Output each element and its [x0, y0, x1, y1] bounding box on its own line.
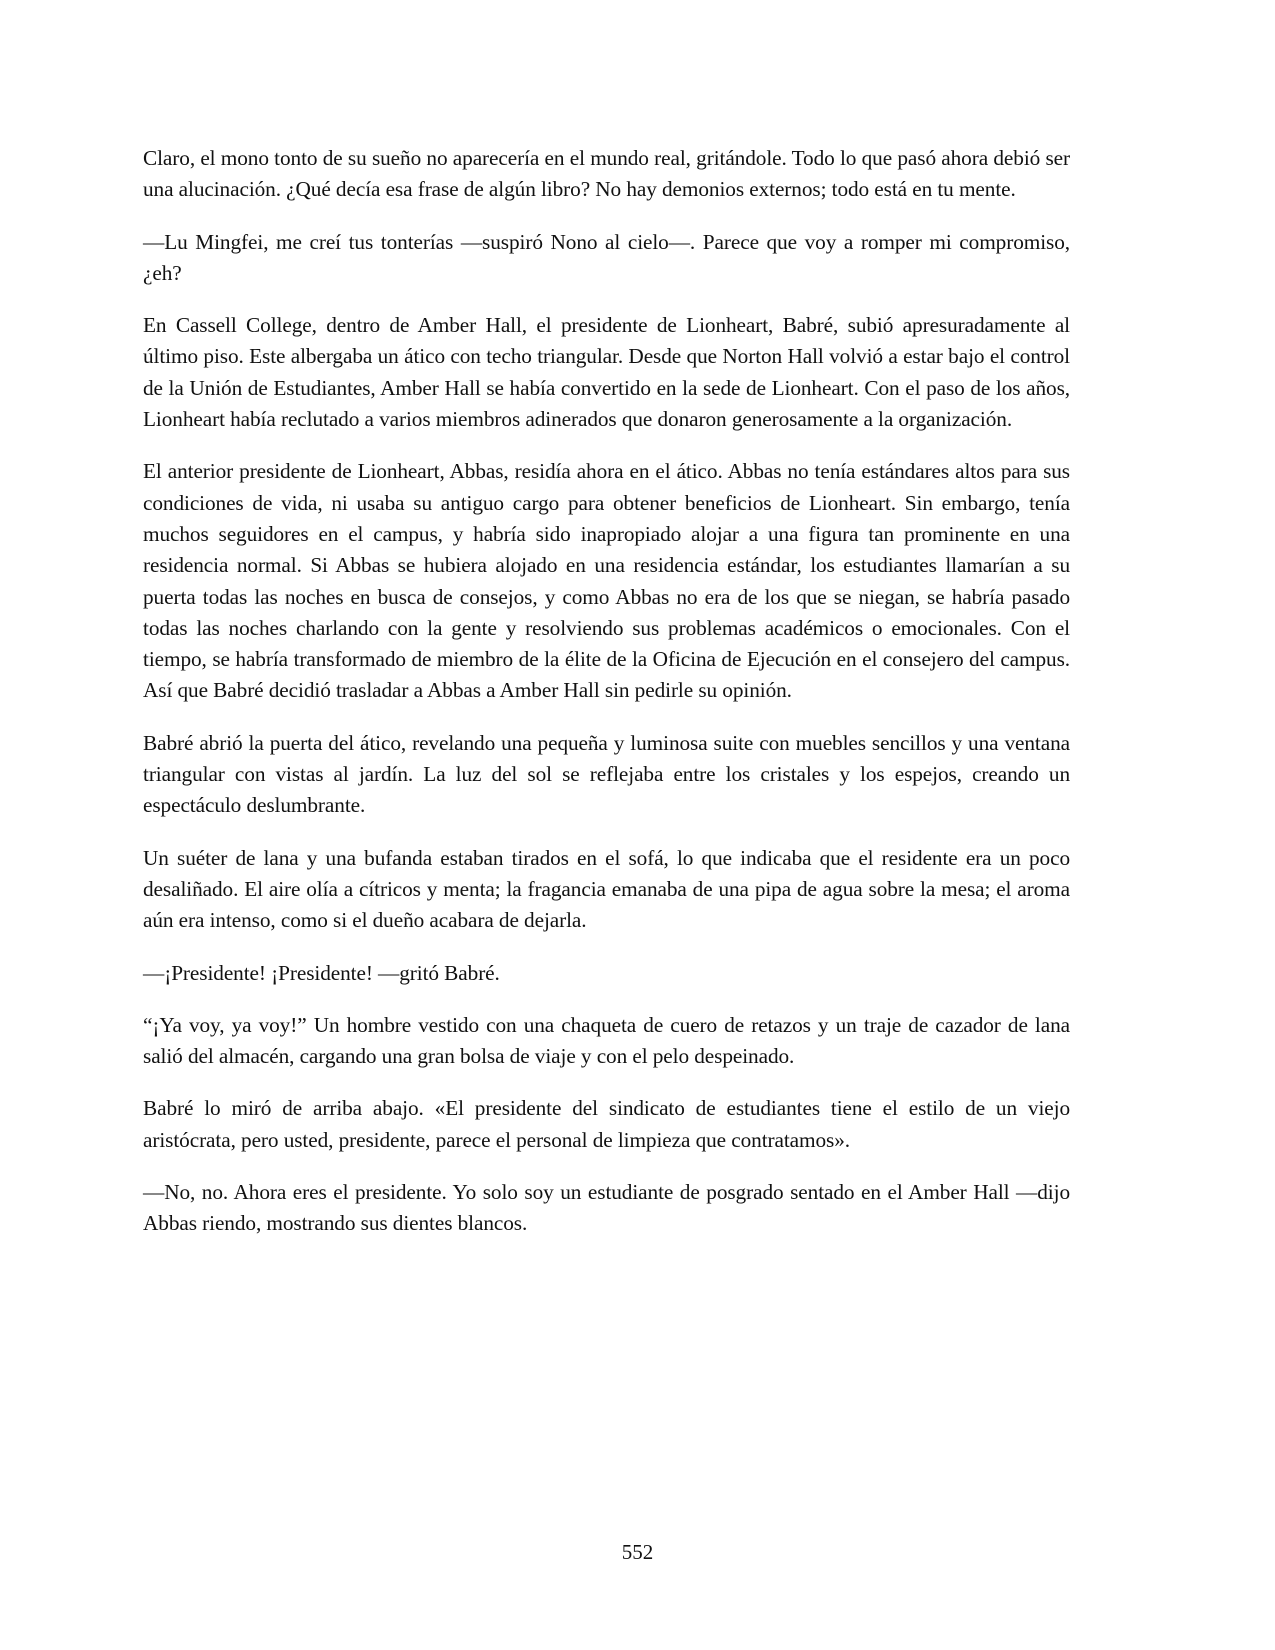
- paragraph: “¡Ya voy, ya voy!” Un hombre vestido con una chaqueta de cuero de retazos y un traje de cazador de lana salió del almacén, cargando una gran bolsa de viaje y con el pelo despeinado.: [143, 1012, 1070, 1069]
- paragraph: —¡Presidente! ¡Presidente! —gritó Babré.: [143, 960, 500, 985]
- paragraph: En Cassell College, dentro de Amber Hall, el presidente de Lionheart, Babré, subió apresuradamente al último piso. Este albergaba un ático con techo triangular. Desde que Norton Hall volvió a estar bajo el control de la Unión de Estudiantes, Amber Hall se había convertido en la sede de Lionheart. Con el paso de los años, Lionheart había reclutado a varios miembros adinerados que donaron generosamente a la organización.: [143, 313, 1070, 432]
- page-number: 552: [621, 1540, 654, 1564]
- page-body: [143, 143, 1070, 1261]
- paragraph: Babré lo miró de arriba abajo. «El presidente del sindicato de estudiantes tiene el estilo de un viejo aristócrata, pero usted, presidente, parece el personal de limpieza que contratamos».: [143, 1096, 1070, 1152]
- paragraph: Un suéter de lana y una bufanda estaban tirados en el sofá, lo que indicaba que el residente era un poco desaliñado. El aire olía a cítricos y menta; la fragancia emanaba de una pipa de agua sobre la mesa; el aroma aún era intenso, como si el dueño acabara de dejarla.: [143, 845, 1070, 933]
- paragraph: El anterior presidente de Lionheart, Abbas, residía ahora en el ático. Abbas no tenía estándares altos para sus condiciones de vida, ni usaba su antiguo cargo para obtener beneficios de Lionheart. Sin embargo, tenía muchos seguidores en el campus, y habría sido inapropiado alojar a una figura tan prominente en una residencia normal. Si Abbas se hubiera alojado en una residencia estándar, los estudiantes llamarían a su puerta todas las noches en busca de consejos, y como Abbas no era de los que se niegan, se habría pasado todas las noches charlando con la gente y resolviendo sus problemas académicos o emocionales. Con el tiempo, se habría transformado de miembro de la élite de la Oficina de Ejecución en el consejero del campus. Así que Babré decidió trasladar a Abbas a Amber Hall sin pedirle su opinión.: [143, 459, 1070, 703]
- paragraph: Babré abrió la puerta del ático, revelando una pequeña y luminosa suite con muebles sencillos y una ventana triangular con vistas al jardín. La luz del sol se reflejaba entre los cristales y los espejos, creando un espectáculo deslumbrante.: [143, 730, 1070, 818]
- paragraph: —No, no. Ahora eres el presidente. Yo solo soy un estudiante de posgrado sentado en el Amber Hall —dijo Abbas riendo, mostrando sus dientes blancos.: [143, 1180, 1070, 1236]
- paragraph: Claro, el mono tonto de su sueño no aparecería en el mundo real, gritándole. Todo lo que pasó ahora debió ser una alucinación. ¿Qué decía esa frase de algún libro? No hay demonios externos; todo está en tu mente.: [143, 146, 1070, 202]
- paragraph: —Lu Mingfei, me creí tus tonterías —suspiró Nono al cielo—. Parece que voy a romper mi compromiso, ¿eh?: [143, 229, 1070, 285]
